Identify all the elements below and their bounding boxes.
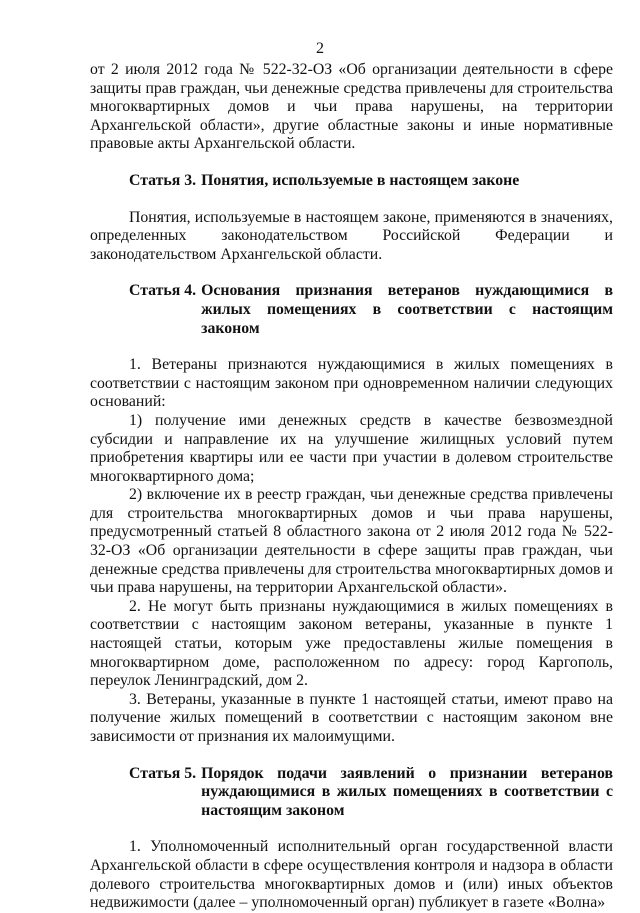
document-body [90,61,613,913]
article-5-paragraph: 1. Уполномоченный исполнительный орган государственной власти Архангельской области в сфере осуществления контроля и надзора в области долевого строительства многоквартирных домов и (или) иных объектов недвижимости (далее – уполномоченный орган) публикует в газете «Волна» [90,838,613,912]
article-4-paragraph-1-1: 1) получение ими денежных средств в качестве безвозмездной субсидии и направление их на улучшение жилищных условий путем приобретения квартиры или ее части при участии в долевом строительстве многоквартирного дома; [90,411,613,485]
intro-paragraph: от 2 июля 2012 года № 522-32-ОЗ «Об организации деятельности в сфере защиты прав граждан, чьи денежные средства привлечены для строительства многоквартирных домов и чьи права нарушены, на территории Архангельской области», другие областные законы и иные нормативные правовые акты Архангельской области. [90,61,613,153]
article-5-title: Порядок подачи заявлений о признании ветеранов нуждающимися в жилых помещениях в соответствии с настоящим законом [201,764,613,819]
article-3-heading [90,172,613,191]
article-4-paragraph-1: 1. Ветераны признаются нуждающимися в жилых помещениях в соответствии с настоящим законом при одновременном наличии следующих оснований: [90,356,613,411]
article-3-title: Понятия, используемые в настоящем законе [201,171,520,189]
article-5-heading [90,765,613,821]
article-3-number: Статья 3. [129,171,197,189]
article-4-paragraph-2: 2. Не могут быть признаны нуждающимися в жилых помещениях в соответствии с настоящим законом ветераны, указанные в пункте 1 настоящей статьи, которым уже предоставлены жилые помещения в многоквартирном доме, расположенном по адресу: город Каргополь, переулок Ленинградский, дом 2. [90,597,613,690]
article-3-paragraph: Понятия, используемые в настоящем законе, применяются в значениях, определенных законодательством Российской Федерации и законодательством Архангельской области. [90,208,613,263]
article-5-number: Статья 5. [129,764,197,782]
article-4-number: Статья 4. [129,282,197,300]
article-4-heading [90,282,613,338]
page-number: 2 [316,40,324,57]
article-4-paragraph-1-2: 2) включение их в реестр граждан, чьи денежные средства привлечены для строительства многоквартирных домов и чьи права нарушены, предусмотренный статьей 8 областного закона от 2 июля 2012 года № 522-32-ОЗ «Об организации деятельности в сфере защиты прав граждан, чьи денежные средства привлечены для строительства многоквартирных домов и чьи права нарушены, на территории Архангельской области». [90,486,613,597]
article-4-title: Основания признания ветеранов нуждающимися в жилых помещениях в соответствии с настоящим законом [201,282,613,337]
article-4-paragraph-3: 3. Ветераны, указанные в пункте 1 настоящей статьи, имеют право на получение жилых помещений в соответствии с настоящим законом вне зависимости от признания их малоимущими. [90,690,613,745]
